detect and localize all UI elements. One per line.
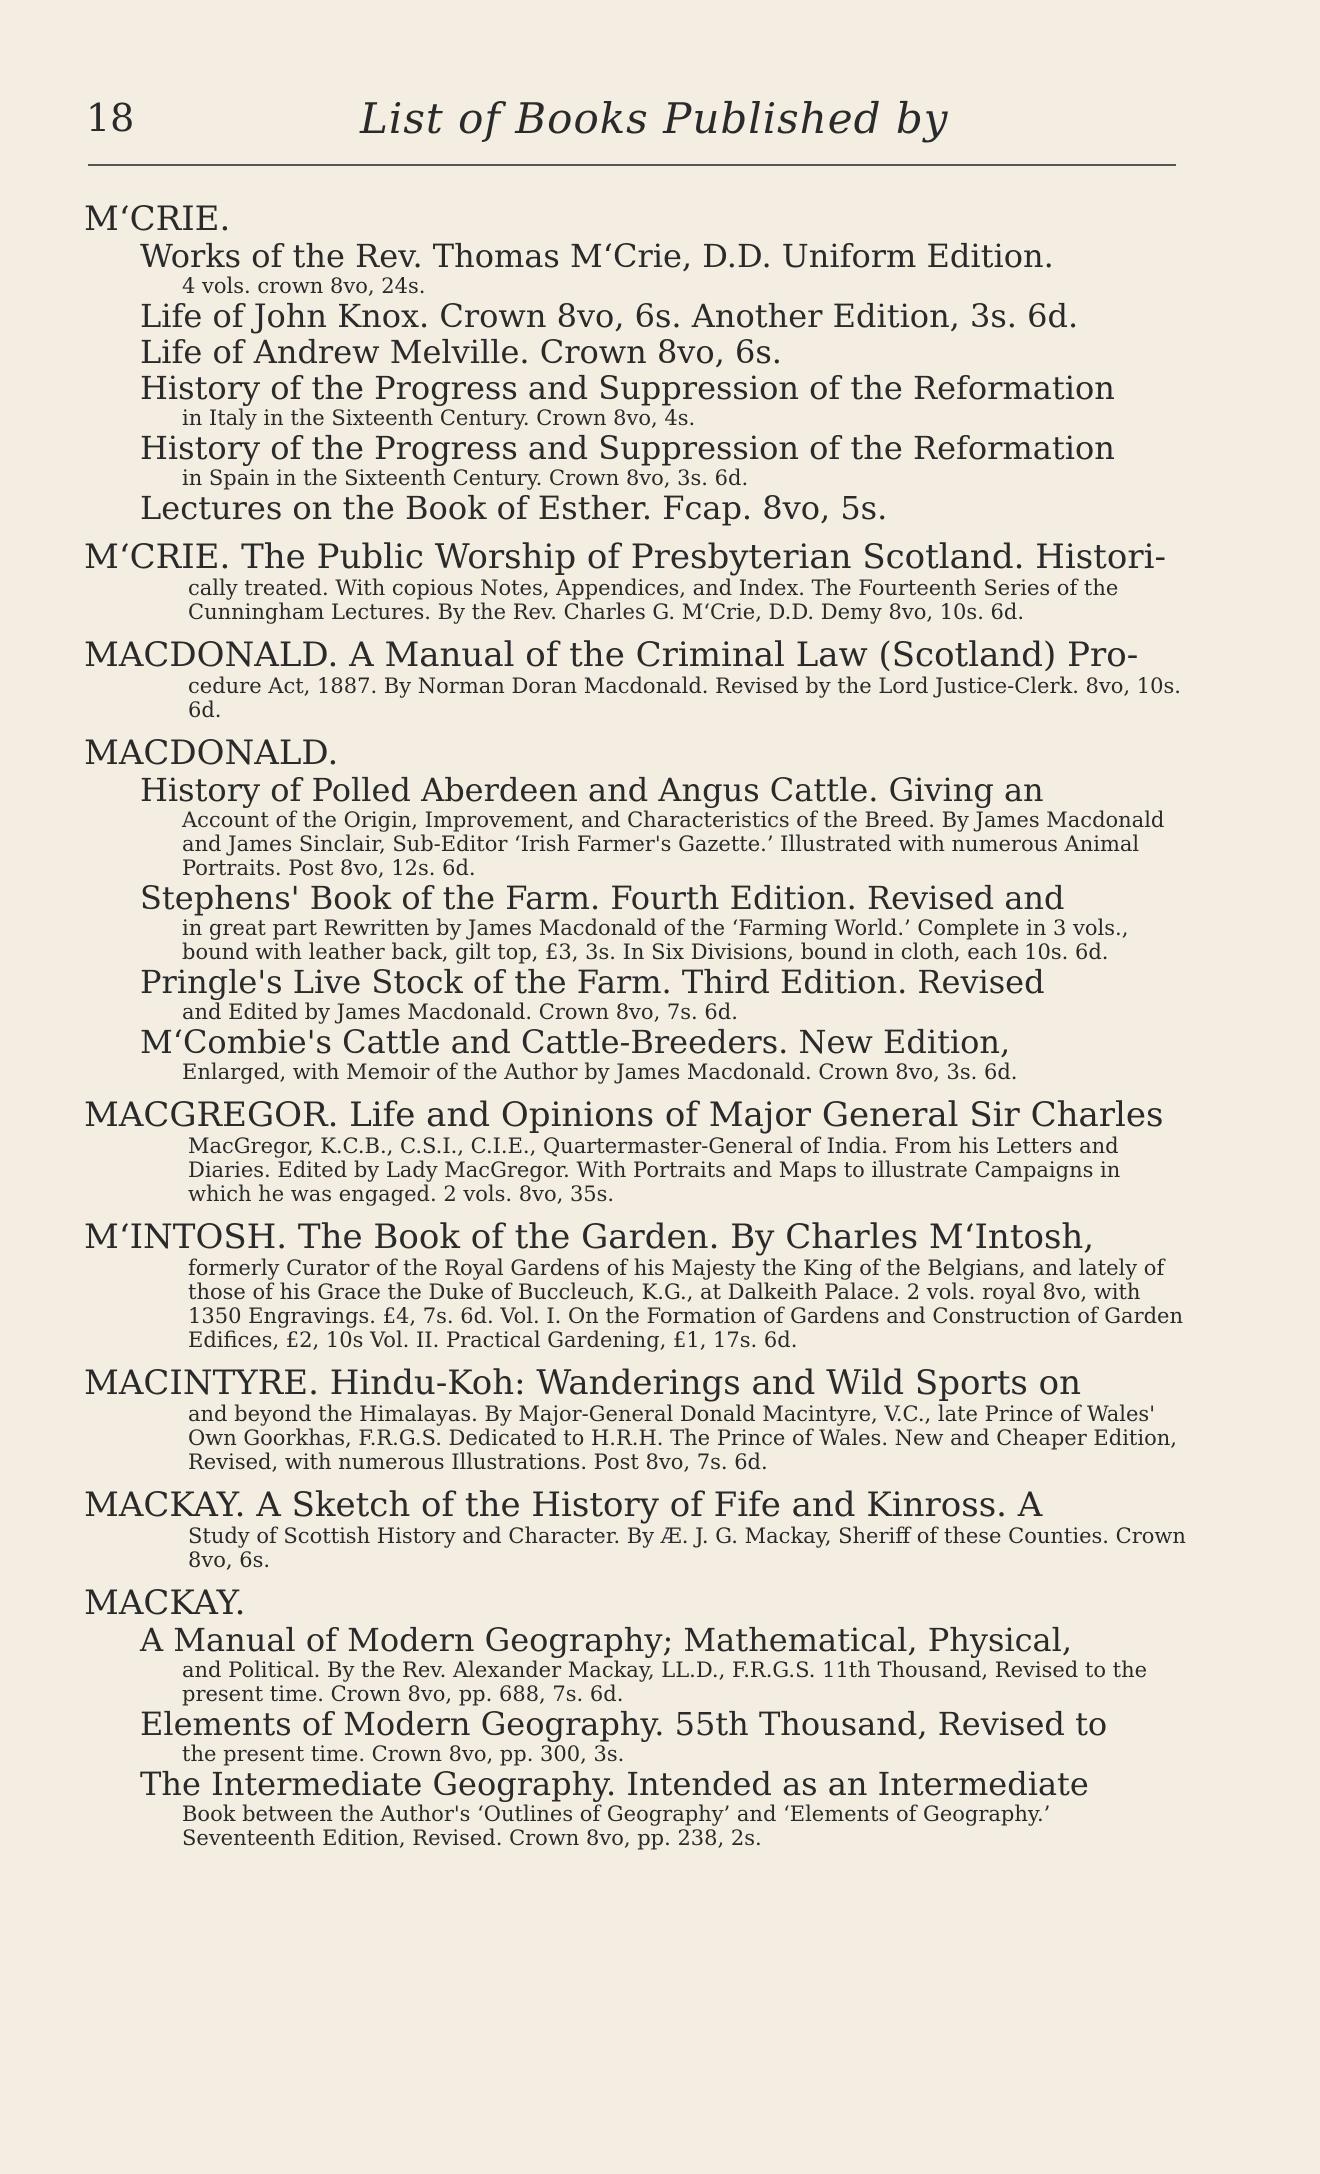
work-item	[140, 1766, 1189, 1850]
entry-heading	[84, 1096, 1189, 1134]
work-title: History of the Progress and Suppression of the Reformation	[140, 369, 1115, 407]
catalogue-entry	[84, 1218, 1189, 1352]
work-detail: Enlarged, with Memoir of the Author by James Macdonald. Crown 8vo, 3s. 6d.	[182, 1060, 1018, 1084]
entry-title: Hindu-Koh: Wanderings and Wild Sports on	[329, 1363, 1081, 1403]
entry-detail: MacGregor, K.C.B., C.S.I., C.I.E., Quartermaster-General of India. From his Letters and Diaries. Edited by Lady MacGregor. With Portraits and Maps to illustrate Campaigns in which he was engaged. 2 vols. 8vo, 35s.	[188, 1134, 1121, 1206]
work-detail: and Political. By the Rev. Alexander Mackay, LL.D., F.R.G.S. 11th Thousand, Revised to the present time. Crown 8vo, pp. 688, 7s. 6d.	[182, 1658, 1148, 1706]
entry-heading	[84, 1364, 1189, 1402]
work-title: Stephens' Book of the Farm. Fourth Edition. Revised and	[140, 879, 1065, 917]
entry-author: MACINTYRE.	[84, 1363, 319, 1403]
work-detail: in Italy in the Sixteenth Century. Crown 8vo, 4s.	[182, 406, 696, 430]
work-item	[140, 430, 1189, 490]
work-detail: 4 vols. crown 8vo, 24s.	[182, 274, 426, 298]
work-detail: Account of the Origin, Improvement, and Characteristics of the Breed. By James Macdonald and James Sinclair, Sub-Editor ‘Irish Farmer's Gazette.’ Illustrated with numerous Animal Portraits. Post 8vo, 12s. 6d.	[182, 808, 1165, 880]
catalogue-entry	[84, 636, 1189, 722]
work-detail: in great part Rewritten by James Macdonald of the ‘Farming World.’ Complete in 3 vols., bound with leather back, gilt top, £3, 3s. In Six Divisions, bound in cloth, each 10s. 6d.	[182, 916, 1129, 964]
work-title: A Manual of Modern Geography; Mathematical, Physical,	[140, 1621, 1073, 1659]
work-item	[140, 334, 1189, 370]
work-item	[140, 880, 1189, 964]
header-rule	[88, 164, 1176, 166]
page-header	[0, 0, 1320, 170]
running-title: List of Books Published by	[360, 94, 949, 143]
work-item	[140, 490, 1189, 526]
entry-heading	[84, 538, 1189, 576]
work-detail: and Edited by James Macdonald. Crown 8vo, 7s. 6d.	[182, 1000, 738, 1024]
catalogue-entry	[84, 200, 1189, 526]
catalogue-entry	[84, 1584, 1189, 1850]
entry-detail: Study of Scottish History and Character. By Æ. J. G. Mackay, Sheriff of these Counties. Crown 8vo, 6s.	[188, 1524, 1186, 1572]
catalogue-entry	[84, 1486, 1189, 1572]
entry-title: A Sketch of the History of Fife and Kinross. A	[256, 1485, 1043, 1525]
work-title: Works of the Rev. Thomas M‘Crie, D.D. Uniform Edition.	[140, 237, 1054, 275]
work-detail: Book between the Author's ‘Outlines of Geography’ and ‘Elements of Geography.’ Seventeenth Edition, Revised. Crown 8vo, pp. 238, 2s.	[182, 1802, 1051, 1850]
work-item	[140, 964, 1189, 1024]
entry-author: MACGREGOR.	[84, 1095, 339, 1135]
catalogue-entry	[84, 734, 1189, 1084]
work-title: M‘Combie's Cattle and Cattle-Breeders. New Edition,	[140, 1023, 1011, 1061]
entry-title: Life and Opinions of Major General Sir Charles	[349, 1095, 1164, 1135]
work-title: History of the Progress and Suppression of the Reformation	[140, 429, 1115, 467]
catalogue-list	[84, 200, 1189, 1862]
entry-author: MACKAY.	[84, 1485, 246, 1525]
work-item	[140, 1622, 1189, 1706]
catalogue-entry	[84, 538, 1189, 624]
entry-author: M‘CRIE.	[84, 537, 231, 577]
work-title: History of Polled Aberdeen and Angus Cattle. Giving an	[140, 771, 1044, 809]
work-item	[140, 1024, 1189, 1084]
work-item	[140, 238, 1189, 298]
entry-author: M‘CRIE.	[84, 199, 231, 239]
work-title: Elements of Modern Geography. 55th Thousand, Revised to	[140, 1705, 1108, 1743]
work-item	[140, 772, 1189, 880]
work-detail: the present time. Crown 8vo, pp. 300, 3s.	[182, 1742, 625, 1766]
entry-heading	[84, 1486, 1189, 1524]
entry-heading	[84, 636, 1189, 674]
entry-author: MACDONALD.	[84, 733, 339, 773]
entry-detail: cally treated. With copious Notes, Appendices, and Index. The Fourteenth Series of the Cunningham Lectures. By the Rev. Charles G. M‘Crie, D.D. Demy 8vo, 10s. 6d.	[188, 576, 1119, 624]
work-item	[140, 370, 1189, 430]
work-title: The Intermediate Geography. Intended as an Intermediate	[140, 1765, 1089, 1803]
entry-title: A Manual of the Criminal Law (Scotland) Pro-	[349, 635, 1139, 675]
catalogue-entry	[84, 1364, 1189, 1474]
work-title: Pringle's Live Stock of the Farm. Third Edition. Revised	[140, 963, 1045, 1001]
page-number: 18	[86, 96, 135, 140]
entry-detail: cedure Act, 1887. By Norman Doran Macdonald. Revised by the Lord Justice-Clerk. 8vo, 10s. 6d.	[188, 674, 1181, 722]
entry-author: MACKAY.	[84, 1583, 246, 1623]
work-title: Life of John Knox. Crown 8vo, 6s. Another Edition, 3s. 6d.	[140, 297, 1079, 335]
entry-author: M‘INTOSH.	[84, 1217, 288, 1257]
work-detail: in Spain in the Sixteenth Century. Crown 8vo, 3s. 6d.	[182, 466, 749, 490]
entry-author: MACDONALD.	[84, 635, 339, 675]
work-item	[140, 298, 1189, 334]
entry-title: The Public Worship of Presbyterian Scotland. Histori-	[241, 537, 1166, 577]
entry-detail: formerly Curator of the Royal Gardens of his Majesty the King of the Belgians, and lately of those of his Grace the Duke of Buccleuch, K.G., at Dalkeith Palace. 2 vols. royal 8vo, with 1350 Engravings. £4, 7s. 6d. Vol. I. On the Formation of Gardens and Construction of Garden Edifices, £2, 10s Vol. II. Practical Gardening, £1, 17s. 6d.	[188, 1256, 1184, 1352]
entry-title: The Book of the Garden. By Charles M‘Intosh,	[297, 1217, 1095, 1257]
entry-detail: and beyond the Himalayas. By Major-General Donald Macintyre, V.C., late Prince of Wales' Own Goorkhas, F.R.G.S. Dedicated to H.R.H. The Prince of Wales. New and Cheaper Edition, Revised, with numerous Illustrations. Post 8vo, 7s. 6d.	[188, 1402, 1177, 1474]
work-title: Life of Andrew Melville. Crown 8vo, 6s.	[140, 333, 782, 371]
catalogue-entry	[84, 1096, 1189, 1206]
entry-heading	[84, 1218, 1189, 1256]
work-item	[140, 1706, 1189, 1766]
work-title: Lectures on the Book of Esther. Fcap. 8vo, 5s.	[140, 489, 888, 527]
